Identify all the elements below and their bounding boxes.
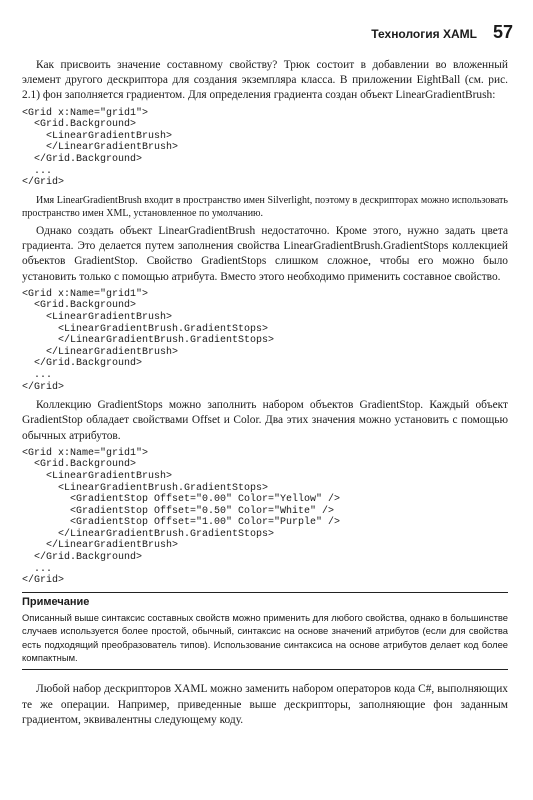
code-listing-2: <Grid x:Name="grid1"> <Grid.Background> <LinearGradientBrush> <LinearGradientBrush.GradientStops> </LinearGradientBrush.GradientStops> </LinearGradientBrush> </Grid.Background> ... </Grid> xyxy=(22,288,275,393)
running-header xyxy=(371,22,513,43)
paragraph-code-equivalent: Любой набор дескрипторов XAML можно заменить набором операторов кода C#, выполняющих те же операции. Например, приведенные выше дескрипторы, заполняющие фон заданным градиентом, эквивалентны следующему коду. xyxy=(22,683,508,726)
code-listing-3: <Grid x:Name="grid1"> <Grid.Background> <LinearGradientBrush> <LinearGradientBrush.GradientStops> <GradientStop Offset="0.00" Color="Yellow" /> <GradientStop Offset="0.50" Color="White" /> <GradientStop Offset="1.00" Color="Purple" /> </LinearGradientBrush.GradientStops> </LinearGradientBrush> </Grid.Background> ... </Grid> xyxy=(22,447,341,587)
paragraph-gradient-stops: Однако создать объект LinearGradientBrush недостаточно. Кроме этого, нужно задать цвета градиента. Это делается путем заполнения свойства LinearGradientBrush.GradientStops коллекцией объектов GradientStop. Свойство GradientStops слишком сложное, чтобы его можно было установить только с помощью атрибута. Вместо этого необходимо применить составное свойство. xyxy=(22,224,508,283)
note-text: Описанный выше синтаксис составных свойств можно применить для любого свойства, однако в большинстве случаев используется более простой, обычный, синтаксис на основе значений атрибутов (если для свойства есть подходящий преобразователь типов). Использование синтаксиса на основе атрибутов делает код более компактным. xyxy=(22,611,508,664)
note-title: Примечание xyxy=(22,595,90,608)
header-title: Технология XAML xyxy=(371,27,477,41)
paragraph-stops-collection: Коллекцию GradientStops можно заполнить набором объектов GradientStop. Каждый объект GradientStop обладает свойствами Offset и Color. Два этих значения можно установить с помощью обычных атрибутов. xyxy=(22,399,508,442)
namespace-caption: Имя LinearGradientBrush входит в пространство имен Silverlight, поэтому в дескрипторах можно использовать пространство имен XML, установленное по умолчанию. xyxy=(22,194,508,220)
note-box xyxy=(22,592,508,671)
page-number: 57 xyxy=(492,22,513,42)
code-listing-1: <Grid x:Name="grid1"> <Grid.Background> <LinearGradientBrush> </LinearGradientBrush> </Grid.Background> ... </Grid> xyxy=(22,107,179,189)
page-body xyxy=(22,58,508,732)
paragraph-intro: Как присвоить значение составному свойству? Трюк состоит в добавлении во вложенный элемент другого дескриптора для создания экземпляра класса. В приложении EightBall (см. рис. 2.1) фон заполняется градиентом. Для определения градиента создан объект LinearGradientBrush: xyxy=(22,59,508,102)
